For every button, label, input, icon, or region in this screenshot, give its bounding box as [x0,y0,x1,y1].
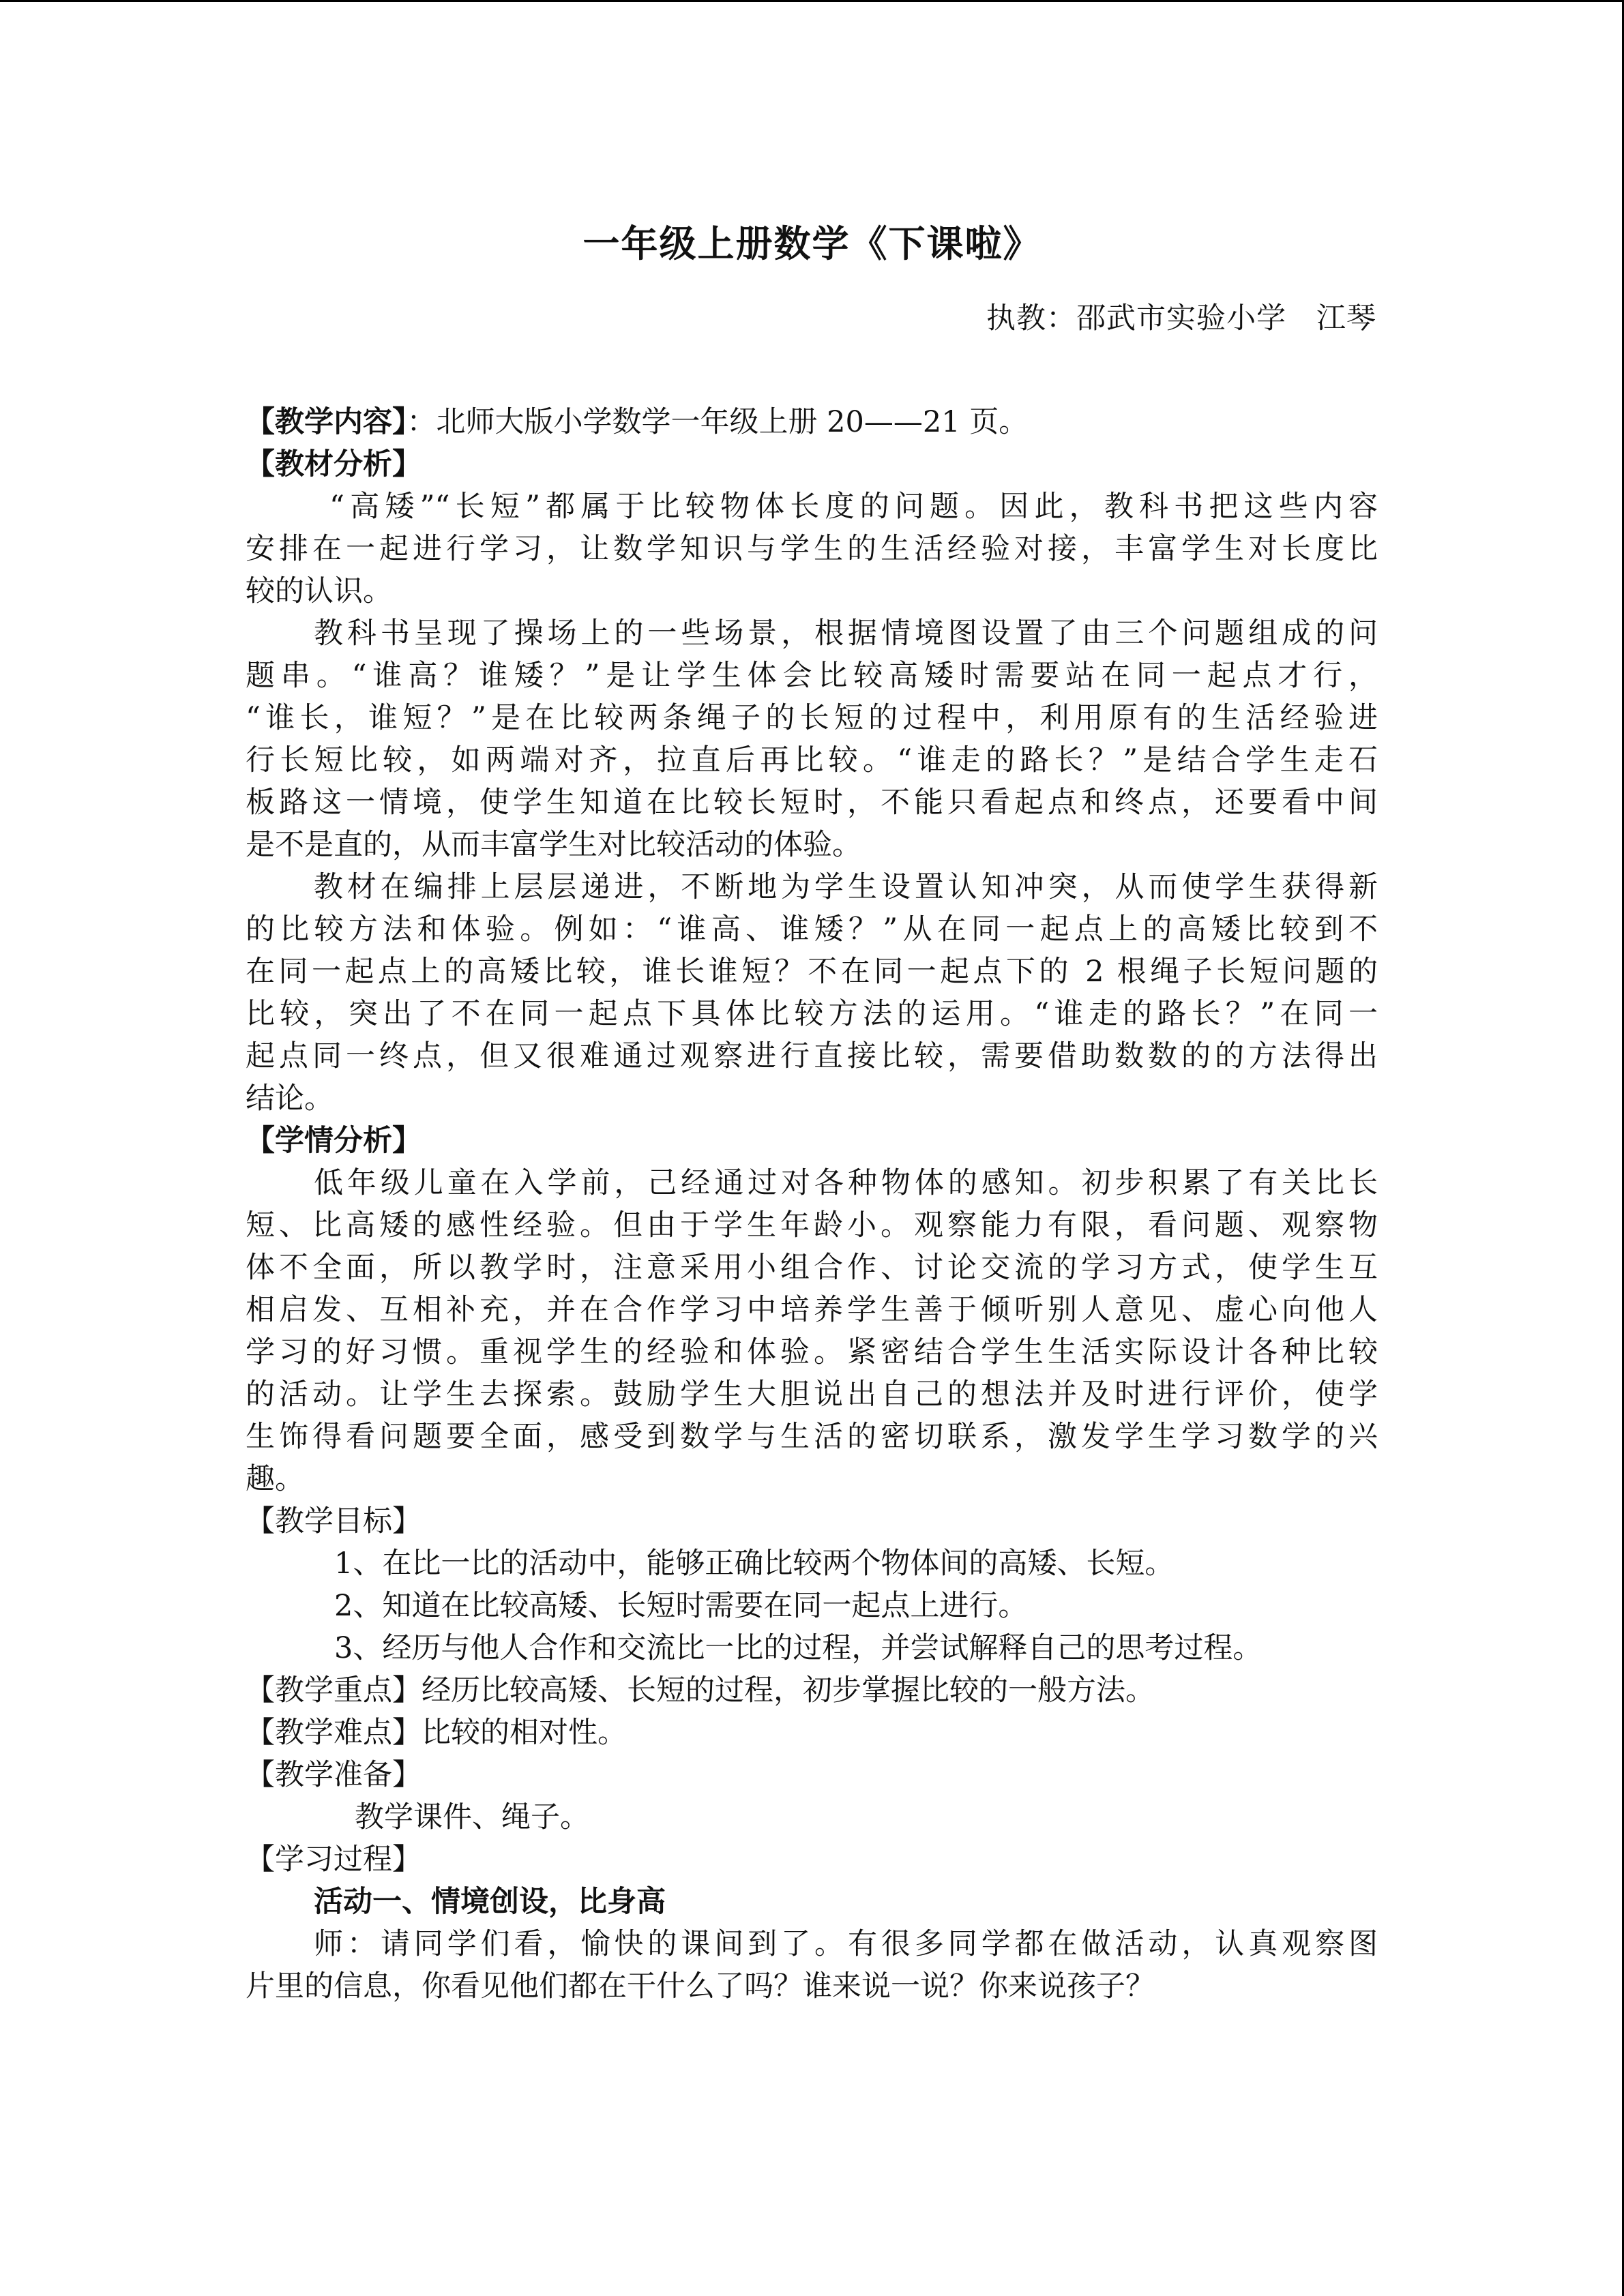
teaching-content-label: 【教学内容】 [246,405,407,439]
text-line: 教材在编排上层层递进，不断地为学生设置认知冲突，从而使学生获得新 [314,870,1378,904]
teaching-difficulty-text: 比较的相对性。 [422,1716,627,1750]
goal-item-3: 3、经历与他人合作和交流比一比的过程，并尝试解释自己的思考过程。 [334,1631,1263,1665]
teaching-difficulty-line [246,1712,1378,1754]
teaching-content-line [246,401,1378,443]
teaching-goals-heading: 【教学目标】 [246,1504,422,1538]
student-analysis-paragraph [246,1162,1378,1500]
learning-process-heading: 【学习过程】 [246,1843,422,1877]
text-line: 行长短比较，如两端对齐，拉直后再比较。“谁走的路长？”是结合学生走石 [246,743,1378,777]
text-line: 体不全面，所以教学时，注意采用小组合作、讨论交流的学习方式，使学生互 [246,1251,1378,1285]
text-line: “谁长，谁短？”是在比较两条绳子的长短的过程中，利用原有的生活经验进 [246,701,1378,735]
text-line: 师：请同学们看，愉快的课间到了。有很多同学都在做活动，认真观察图 [314,1927,1378,1961]
author-line: 执教：邵武市实验小学 江琴 [986,301,1376,336]
text-line: 低年级儿童在入学前，己经通过对各种物体的感知。初步积累了有关比长 [314,1166,1378,1200]
teaching-prep-heading: 【教学准备】 [246,1758,422,1792]
document-title: 一年级上册数学《下课啦》 [582,222,1042,265]
text-line: 相启发、互相补充，并在合作学习中培养学生善于倾听别人意见、虚心向他人 [246,1293,1378,1327]
text-line: 教科书呈现了操场上的一些场景，根据情境图设置了由三个问题组成的问 [314,616,1378,651]
text-line: 比较，突出了不在同一起点下具体比较方法的运用。“谁走的路长？”在同一 [246,997,1378,1031]
student-analysis-heading: 【学情分析】 [246,1124,422,1158]
textbook-analysis-heading: 【教材分析】 [246,447,422,481]
text-line: 在同一起点上的高矮比较，谁长谁短？不在同一起点下的 2 根绳子长短问题的 [246,955,1378,989]
document-body [246,401,1378,2008]
text-line: 的比较方法和体验。例如：“谁高、谁矮？”从在同一起点上的高矮比较到不 [246,912,1378,946]
text-line: 生饰得看问题要全面，感受到数学与生活的密切联系，激发学生学习数学的兴 [246,1420,1378,1454]
textbook-analysis-paragraph-3 [246,866,1378,1120]
teaching-content-text: ：北师大版小学数学一年级上册 20——21 页。 [407,405,1029,439]
teaching-focus-label: 【教学重点】 [246,1673,422,1708]
text-line: “高矮”“长短”都属于比较物体长度的问题。因此，教科书把这些内容 [329,490,1378,524]
text-line: 趣。 [246,1462,304,1496]
teaching-difficulty-label: 【教学难点】 [246,1716,422,1750]
activity-one-paragraph [246,1923,1378,2008]
activity-one-heading: 活动一、情境创设，比身高 [314,1885,666,1919]
teaching-focus-line [246,1669,1378,1712]
text-line: 是不是直的，从而丰富学生对比较活动的体验。 [246,828,861,862]
teaching-prep-text: 教学课件、绳子。 [355,1800,589,1834]
goal-item-1: 1、在比一比的活动中，能够正确比较两个物体间的高矮、长短。 [334,1547,1175,1581]
teaching-focus-text: 经历比较高矮、长短的过程，初步掌握比较的一般方法。 [422,1673,1155,1708]
textbook-analysis-paragraph-2 [246,612,1378,866]
text-line: 较的认识。 [246,574,392,608]
text-line: 的活动。让学生去探索。鼓励学生大胆说出自己的想法并及时进行评价，使学 [246,1377,1378,1412]
text-line: 学习的好习惯。重视学生的经验和体验。紧密结合学生生活实际设计各种比较 [246,1335,1378,1369]
text-line: 板路这一情境，使学生知道在比较长短时，不能只看起点和终点，还要看中间 [246,786,1378,820]
text-line: 片里的信息，你看见他们都在干什么了吗？谁来说一说？你来说孩子？ [246,1969,1155,2003]
text-line: 结论。 [246,1082,334,1116]
text-line: 短、比高矮的感性经验。但由于学生年龄小。观察能力有限，看问题、观察物 [246,1208,1378,1242]
textbook-analysis-paragraph-1 [246,486,1378,612]
goal-item-2: 2、知道在比较高矮、长短时需要在同一起点上进行。 [334,1589,1028,1623]
text-line: 起点同一终点，但又很难通过观察进行直接比较，需要借助数数的的方法得出 [246,1039,1378,1073]
text-line: 题串。“谁高？谁矮？”是让学生体会比较高矮时需要站在同一起点才行， [246,659,1378,693]
text-line: 安排在一起进行学习，让数学知识与学生的生活经验对接，丰富学生对长度比 [246,532,1378,566]
